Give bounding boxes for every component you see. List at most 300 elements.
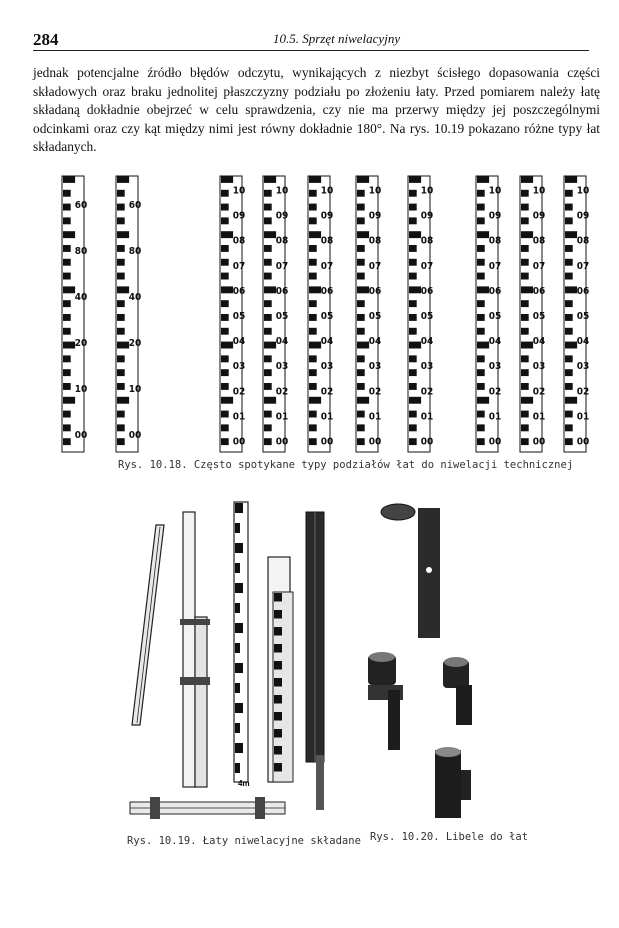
folding-staff-4 (268, 557, 293, 782)
staff-graduation-mark (63, 273, 71, 280)
staff-graduation-mark (409, 411, 417, 418)
staff-graduation-mark (63, 383, 71, 390)
staff-level-4 (435, 747, 471, 818)
staff-graduation-mark (565, 424, 573, 431)
staff-graduation-mark (235, 743, 243, 753)
staff-graduation-mark (409, 314, 417, 321)
staff-label: 02 (368, 386, 382, 398)
staff-graduation-mark (63, 176, 75, 183)
staff-graduation-mark (264, 231, 276, 238)
staff-label: 01 (532, 411, 546, 423)
staff-graduation-mark (235, 683, 240, 693)
staff-graduation-mark (221, 314, 229, 321)
staff-graduation-mark (63, 369, 71, 376)
staff-label: 20 (128, 338, 142, 350)
staff-graduation-mark (235, 523, 240, 533)
staff-graduation-mark (221, 259, 229, 266)
staff-graduation-mark (264, 245, 272, 252)
staff-graduation-mark (264, 342, 276, 349)
staff-graduation-mark (235, 643, 240, 653)
staff-label: 07 (420, 260, 434, 272)
staff-graduation-mark (274, 729, 282, 738)
staff-graduation-mark (477, 355, 485, 362)
staff-graduation-mark (357, 397, 369, 404)
staff-graduation-mark (274, 593, 282, 602)
staff-graduation-mark (521, 176, 533, 183)
staff-graduation-mark (221, 245, 229, 252)
staff-label: 06 (320, 285, 334, 297)
staff-graduation-mark (274, 746, 282, 755)
staff-graduation-mark (309, 231, 321, 238)
page-number: 284 (33, 30, 59, 49)
staff-graduation-mark (117, 424, 125, 431)
staff-graduation-mark (357, 300, 365, 307)
staff-graduation-mark (357, 355, 365, 362)
folding-staff-5 (306, 512, 324, 810)
staff-graduation-mark (521, 355, 529, 362)
staff-graduation-mark (117, 438, 125, 445)
staff-label: 02 (532, 386, 546, 398)
staff-label: 06 (576, 285, 590, 297)
staff-graduation-mark (357, 411, 365, 418)
header-rule (33, 50, 589, 51)
staff-graduation-mark (117, 314, 125, 321)
staff-graduation-mark (565, 369, 573, 376)
staff-label: 80 (74, 246, 88, 258)
staff-label: 09 (488, 210, 502, 222)
staff-graduation-mark (264, 424, 272, 431)
staff-graduation-mark (357, 383, 365, 390)
staff-graduation-mark (235, 563, 240, 573)
staff-graduation-mark (274, 712, 282, 721)
staff-graduation-mark (309, 328, 317, 335)
staff-label: 09 (420, 210, 434, 222)
staff-graduation-mark (63, 411, 71, 418)
staff-label: 06 (368, 285, 382, 297)
staff-graduation-mark (477, 245, 485, 252)
staff-label: 01 (320, 411, 334, 423)
staff-graduation-mark (521, 300, 529, 307)
staff-graduation-mark (477, 300, 485, 307)
staff-label: 03 (532, 361, 546, 373)
staff-graduation-mark (63, 245, 71, 252)
staff-graduation-mark (264, 286, 276, 293)
staff-graduation-mark (63, 190, 71, 197)
staff-graduation-mark (521, 259, 529, 266)
staff-graduation-mark (264, 190, 272, 197)
staff-label: 02 (420, 386, 434, 398)
staff-graduation-mark (565, 300, 573, 307)
staff-graduation-mark (117, 176, 129, 183)
staff-label: 09 (232, 210, 246, 222)
staff-graduation-mark (309, 424, 317, 431)
staff-graduation-mark (221, 424, 229, 431)
staff-label: 09 (320, 210, 334, 222)
staff-label: 07 (532, 260, 546, 272)
staff-graduation-mark (63, 204, 71, 211)
staff-graduation-mark (274, 763, 282, 772)
staff-graduation-mark (117, 273, 125, 280)
staff-graduation-mark (235, 703, 243, 713)
staff-label: 03 (420, 361, 434, 373)
staff-label: 00 (74, 430, 88, 442)
staff-label: 10 (232, 185, 246, 197)
staff-label: 04 (275, 336, 289, 348)
staff-label: 02 (275, 386, 289, 398)
staff-graduation-mark (409, 231, 421, 238)
staff-graduation-mark (565, 245, 573, 252)
page-header (33, 30, 589, 54)
staff-graduation-mark (477, 217, 485, 224)
staff-graduation-mark (309, 355, 317, 362)
staff-label: 00 (420, 436, 434, 448)
staff-graduation-mark (235, 503, 243, 513)
figure-10-18-caption: Rys. 10.18. Często spotykane typy podziałów łat do niwelacji technicznej (118, 459, 574, 471)
staff-graduation-mark (565, 259, 573, 266)
staff-graduation-mark (274, 627, 282, 636)
staff-graduation-mark (565, 438, 573, 445)
staff-graduation-mark (409, 424, 417, 431)
staff-label: 09 (576, 210, 590, 222)
staff-graduation-mark (264, 438, 272, 445)
staff-graduation-mark (117, 355, 125, 362)
staff-graduation-mark (274, 678, 282, 687)
staff-label: 06 (532, 285, 546, 297)
staff-graduation-mark (565, 190, 573, 197)
staff-graduation-mark (521, 204, 529, 211)
staff-label: 05 (420, 311, 434, 323)
running-title: 10.5. Sprzęt niwelacyjny (273, 31, 401, 46)
staff-graduation-mark (117, 190, 125, 197)
staff-graduation-mark (477, 176, 489, 183)
staff-label: 04 (232, 336, 246, 348)
staff-graduation-mark (117, 245, 125, 252)
staff-graduation-mark (235, 663, 243, 673)
staff-label: 02 (576, 386, 590, 398)
staff-graduation-mark (221, 176, 233, 183)
staff-graduation-mark (235, 583, 243, 593)
staff-graduation-mark (357, 176, 369, 183)
staff-label: 10 (368, 185, 382, 197)
staff-graduation-mark (221, 369, 229, 376)
staff-graduation-mark (521, 397, 533, 404)
staff-label: 08 (320, 235, 334, 247)
staff-graduation-mark (264, 273, 272, 280)
folding-staff-6 (130, 797, 285, 819)
staff-graduation-mark (565, 286, 577, 293)
staff-graduation-mark (477, 424, 485, 431)
staff-label: 06 (488, 285, 502, 297)
staff-graduation-mark (221, 355, 229, 362)
staff-label: 07 (368, 260, 382, 272)
staff-graduation-mark (409, 342, 421, 349)
staff-graduation-mark (309, 245, 317, 252)
staff-graduation-mark (264, 217, 272, 224)
staff-graduation-mark (221, 328, 229, 335)
staff-graduation-mark (477, 383, 485, 390)
figure-10-19-folding-staffs (120, 497, 350, 827)
staff-graduation-mark (117, 411, 125, 418)
staff-label: 08 (488, 235, 502, 247)
staff-graduation-mark (357, 231, 369, 238)
staff-graduation-mark (477, 397, 489, 404)
staff-graduation-mark (63, 355, 71, 362)
staff-label: 10 (275, 185, 289, 197)
staff-graduation-mark (357, 204, 365, 211)
staff-graduation-mark (409, 286, 421, 293)
staff-graduation-mark (309, 204, 317, 211)
staff-graduation-mark (221, 204, 229, 211)
staff-graduation-mark (477, 411, 485, 418)
staff-graduation-mark (521, 369, 529, 376)
folding-staff-3 (234, 502, 248, 782)
staff-graduation-mark (409, 259, 417, 266)
staff-label: 10 (320, 185, 334, 197)
staff-graduation-mark (309, 217, 317, 224)
staff-graduation-mark (409, 397, 421, 404)
staff-graduation-mark (264, 397, 276, 404)
staff-graduation-mark (409, 217, 417, 224)
staff-graduation-mark (409, 190, 417, 197)
staff-label: 03 (275, 361, 289, 373)
staff-label: 04 (368, 336, 382, 348)
staff-graduation-mark (409, 273, 417, 280)
staff-graduation-mark (117, 342, 129, 349)
staff-label: 00 (128, 430, 142, 442)
staff-graduation-mark (63, 424, 71, 431)
staff-graduation-mark (264, 176, 276, 183)
staff-graduation-mark (521, 438, 529, 445)
staff-graduation-mark (409, 204, 417, 211)
staff-graduation-mark (235, 763, 240, 773)
staff-label: 00 (275, 436, 289, 448)
staff-label: 07 (488, 260, 502, 272)
staff-label: 80 (128, 246, 142, 258)
staff-label: 06 (232, 285, 246, 297)
staff-graduation-mark (309, 259, 317, 266)
staff-label: 03 (488, 361, 502, 373)
figure-10-20-staff-levels (363, 500, 523, 825)
staff-graduation-mark (409, 176, 421, 183)
staff-graduation-mark (357, 245, 365, 252)
staff-graduation-mark (565, 355, 573, 362)
staff-graduation-mark (521, 217, 529, 224)
staff-graduation-mark (221, 300, 229, 307)
staff-graduation-mark (221, 190, 229, 197)
staff-graduation-mark (477, 438, 485, 445)
staff-label: 04 (532, 336, 546, 348)
staff-level-2 (368, 652, 403, 750)
staff-graduation-mark (221, 383, 229, 390)
paragraph-text: jednak potencjalne źródło błędów odczytu, wynikających z niezbyt ścisłego dopasowania części składowych oraz braku jednolitej płaszczyzny podziału po złożeniu łaty. Przed pomiarem należy łatę składaną dokładnie obejrzeć w celu sprawdzenia, czy nie ma przerwy między jej poszczególnymi odcinkami oraz czy kąt między nimi jest równy dokładnie 180°. Na rys. 10.19 pokazano różne typy łat składanych. (33, 65, 600, 155)
staff-graduation-mark (264, 259, 272, 266)
staff-graduation-mark (63, 259, 71, 266)
staff-label: 02 (232, 386, 246, 398)
staff-graduation-mark (565, 176, 577, 183)
staff-graduation-mark (221, 231, 233, 238)
staff-graduation-mark (274, 695, 282, 704)
staff-graduation-mark (264, 328, 272, 335)
staff-graduation-mark (221, 438, 229, 445)
staff-graduation-mark (309, 342, 321, 349)
staff-graduation-mark (565, 342, 577, 349)
staff-label: 60 (74, 200, 88, 212)
staff-graduation-mark (235, 543, 243, 553)
staff-graduation-mark (477, 190, 485, 197)
staff-label: 01 (275, 411, 289, 423)
staff-graduation-mark (117, 231, 129, 238)
staff-graduation-mark (521, 273, 529, 280)
staff-graduation-mark (235, 723, 240, 733)
staff-label: 00 (232, 436, 246, 448)
staff-graduation-mark (357, 190, 365, 197)
staff-graduation-mark (309, 397, 321, 404)
staff-graduation-mark (409, 300, 417, 307)
staff-graduation-mark (221, 342, 233, 349)
staff-graduation-mark (357, 369, 365, 376)
staff-graduation-mark (357, 342, 369, 349)
staff-graduation-mark (117, 286, 129, 293)
staff-graduation-mark (521, 328, 529, 335)
staff-label: 01 (576, 411, 590, 423)
staff-graduation-mark (357, 328, 365, 335)
staff-graduation-mark (264, 314, 272, 321)
staff-graduation-mark (309, 314, 317, 321)
staff-graduation-mark (409, 245, 417, 252)
staff-graduation-mark (264, 204, 272, 211)
staff-graduation-mark (409, 383, 417, 390)
staff-label: 08 (368, 235, 382, 247)
staff-graduation-mark (357, 314, 365, 321)
staff-level-1 (381, 504, 440, 638)
staff-graduation-mark (477, 231, 489, 238)
figure-10-18-staff-divisions (50, 172, 600, 462)
staff-label: 09 (532, 210, 546, 222)
staff-label: 40 (128, 292, 142, 304)
staff-label: 07 (275, 260, 289, 272)
staff-graduation-mark (477, 259, 485, 266)
staff-graduation-mark (357, 286, 369, 293)
staff-graduation-mark (521, 314, 529, 321)
staff-label: 08 (532, 235, 546, 247)
staff-label: 02 (488, 386, 502, 398)
staff-graduation-mark (309, 273, 317, 280)
staff-graduation-mark (565, 411, 573, 418)
staff-graduation-mark (63, 286, 75, 293)
staff-graduation-mark (221, 273, 229, 280)
staff-graduation-mark (63, 397, 75, 404)
staff-graduation-mark (409, 328, 417, 335)
staff-level-3 (443, 657, 472, 725)
staff-graduation-mark (117, 369, 125, 376)
staff-graduation-mark (309, 286, 321, 293)
staff-label: 03 (368, 361, 382, 373)
staff-height-label: 4m (238, 779, 250, 788)
staff-graduation-mark (521, 383, 529, 390)
staff-label: 08 (232, 235, 246, 247)
staff-label: 00 (488, 436, 502, 448)
staff-graduation-mark (63, 217, 71, 224)
staff-label: 04 (576, 336, 590, 348)
staff-graduation-mark (264, 300, 272, 307)
staff-label: 06 (275, 285, 289, 297)
staff-graduation-mark (357, 273, 365, 280)
staff-graduation-mark (221, 286, 233, 293)
staff-label: 10 (488, 185, 502, 197)
staff-graduation-mark (221, 397, 233, 404)
staff-graduation-mark (63, 314, 71, 321)
folding-staff-2 (180, 512, 210, 787)
staff-graduation-mark (264, 355, 272, 362)
staff-graduation-mark (409, 355, 417, 362)
staff-graduation-mark (274, 644, 282, 653)
staff-graduation-mark (477, 342, 489, 349)
staff-graduation-mark (409, 438, 417, 445)
staff-graduation-mark (117, 383, 125, 390)
staff-graduation-mark (63, 328, 71, 335)
staff-label: 05 (232, 311, 246, 323)
staff-graduation-mark (357, 424, 365, 431)
staff-graduation-mark (117, 397, 129, 404)
staff-label: 10 (420, 185, 434, 197)
staff-graduation-mark (63, 342, 75, 349)
staff-label: 01 (420, 411, 434, 423)
staff-graduation-mark (309, 411, 317, 418)
staff-graduation-mark (565, 217, 573, 224)
body-paragraph (33, 64, 600, 157)
staff-graduation-mark (521, 245, 529, 252)
staff-label: 05 (320, 311, 334, 323)
staff-graduation-mark (565, 314, 573, 321)
staff-graduation-mark (357, 438, 365, 445)
staff-graduation-mark (309, 176, 321, 183)
staff-graduation-mark (521, 286, 533, 293)
staff-label: 00 (320, 436, 334, 448)
staff-graduation-mark (521, 424, 529, 431)
staff-label: 01 (368, 411, 382, 423)
staff-label: 06 (420, 285, 434, 297)
staff-label: 04 (420, 336, 434, 348)
staff-label: 07 (232, 260, 246, 272)
staff-graduation-mark (521, 190, 529, 197)
figure-10-19-caption: Rys. 10.19. Łaty niwelacyjne składane (127, 835, 361, 847)
staff-graduation-mark (565, 273, 573, 280)
staff-graduation-mark (521, 411, 529, 418)
staff-graduation-mark (264, 383, 272, 390)
staff-graduation-mark (264, 369, 272, 376)
staff-label: 60 (128, 200, 142, 212)
staff-graduation-mark (309, 300, 317, 307)
staff-graduation-mark (565, 231, 577, 238)
staff-graduation-mark (477, 204, 485, 211)
staff-graduation-mark (117, 217, 125, 224)
staff-graduation-mark (521, 342, 533, 349)
staff-graduation-mark (117, 259, 125, 266)
staff-label: 10 (128, 384, 142, 396)
staff-graduation-mark (309, 383, 317, 390)
staff-label: 01 (488, 411, 502, 423)
folding-staff-1 (132, 525, 164, 725)
staff-label: 00 (576, 436, 590, 448)
staff-graduation-mark (477, 273, 485, 280)
staff-label: 04 (488, 336, 502, 348)
staff-label: 10 (74, 384, 88, 396)
staff-graduation-mark (565, 328, 573, 335)
staff-graduation-mark (477, 286, 489, 293)
staff-label: 07 (576, 260, 590, 272)
staff-label: 10 (576, 185, 590, 197)
staff-label: 05 (368, 311, 382, 323)
